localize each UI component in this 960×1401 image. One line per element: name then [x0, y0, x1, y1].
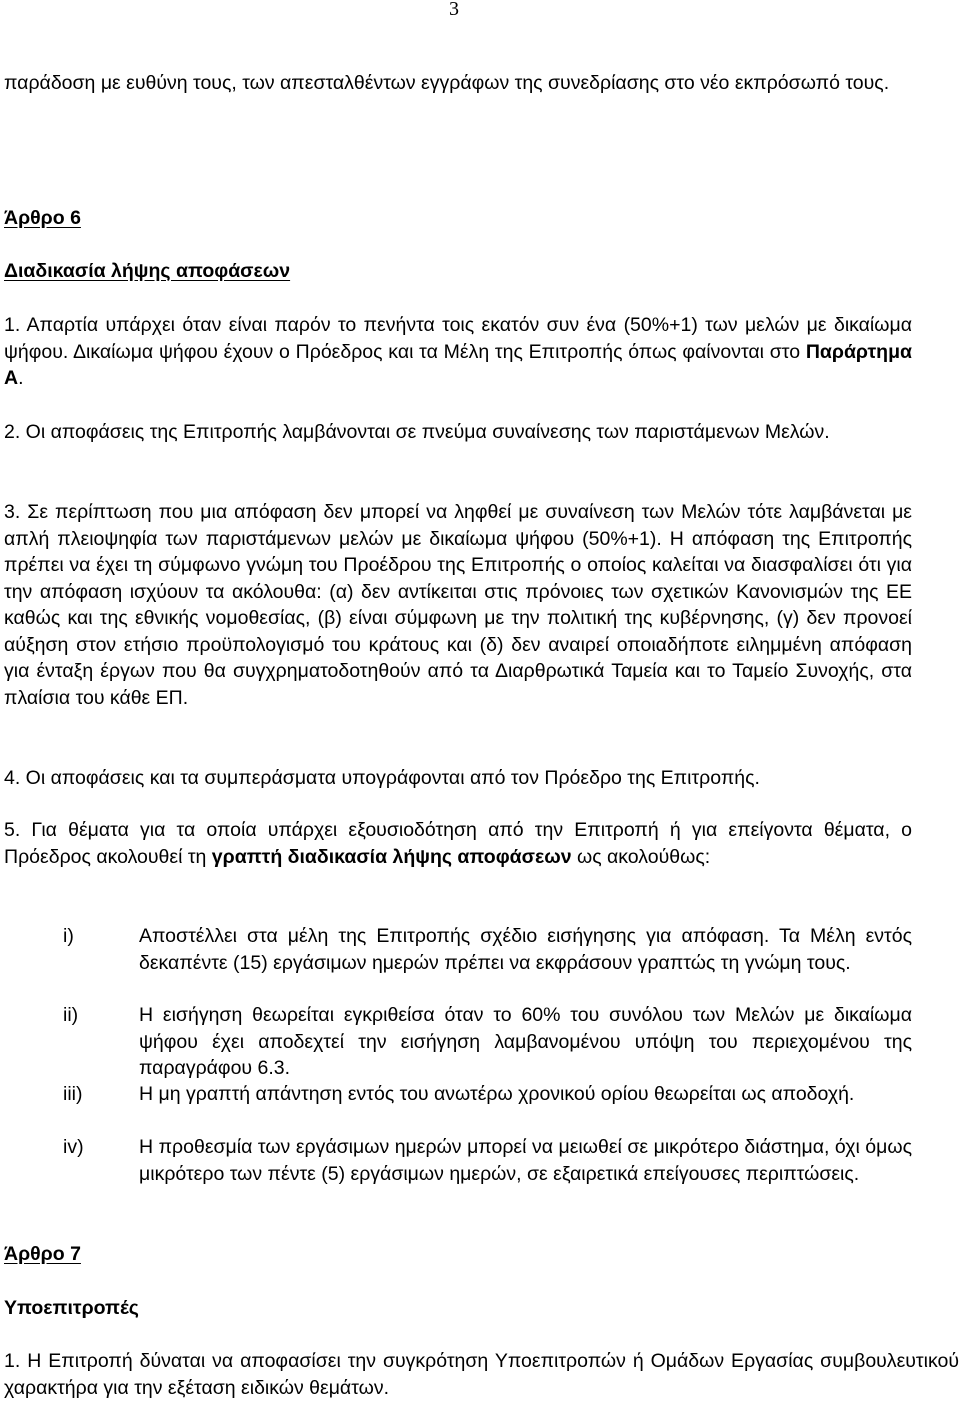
list-item-text: Η προθεσμία των εργάσιμων ημερών μπορεί να μειωθεί σε μικρότερο διάστημα, όχι όμως μικρότερο των πέντε (5) εργάσιμων ημερών, σε εξαιρετικά επείγουσες περιπτώσεις. [139, 1136, 912, 1185]
article-6-paragraph-4: 4. Οι αποφάσεις και τα συμπεράσματα υπογράφονται από τον Πρόεδρο της Επιτροπής. [4, 767, 760, 789]
article-6-title: Άρθρο 6 [4, 207, 81, 229]
intro-paragraph: παράδοση με ευθύνη τους, των απεσταλθέντων εγγράφων της συνεδρίασης στο νέο εκπρόσωπό τους. [4, 72, 890, 94]
list-item-text: Η εισήγηση θεωρείται εγκριθείσα όταν το 60% του συνόλου των Μελών με δικαίωμα ψήφου έχει αποδεχτεί την εισήγηση λαμβανομένου υπόψη του περιεχομένου της παραγράφου 6.3. [139, 1004, 912, 1079]
list-item-text: Η μη γραπτή απάντηση εντός του ανωτέρω χρονικού ορίου θεωρείται ως αποδοχή. [139, 1083, 855, 1105]
list-item-number: iii) [63, 1083, 83, 1105]
article-6-paragraph-3: 3. Σε περίπτωση που μια απόφαση δεν μπορεί να ληφθεί με συναίνεση των Μελών τότε λαμβάνεται με απλή πλειοψηφία των παριστάμενων μελών με δικαίωμα ψήφου (50%+1). Η απόφαση της Επιτροπής πρέπει να έχει τη σύμφωνο γνώμη του Προέδρου της Επιτροπής ο οποίος καλείται να διασφαλίσει ότι για την απόφαση ισχύουν τα ακόλουθα: (α) δεν αντίκειται στις πρόνοιες των σχετικών Κανονισμών της ΕΕ καθώς και της εθνικής νομοθεσίας, (β) είναι σύμφωνη με την πολιτική της κυβέρνησης, (γ) δεν προνοεί αύξηση στον ετήσιο προϋπολογισμό του κράτους και (δ) δεν αναιρεί οποιαδήποτε ειλημμένη απόφαση για ένταξη έργων που θα συγχρηματοδοτηθούν από τα Διαρθρωτικά Ταμεία και το Ταμείο Συνοχής, στα πλαίσια του κάθε ΕΠ. [4, 501, 912, 709]
list-item-text: Αποστέλλει στα μέλη της Επιτροπής σχέδιο εισήγησης για απόφαση. Τα Μέλη εντός δεκαπέντε (15) εργάσιμων ημερών πρέπει να εκφράσουν γραπτώς τη γνώμη τους. [139, 925, 912, 974]
article-7-title: Άρθρο 7 [4, 1243, 81, 1265]
paragraph-end: . [18, 367, 24, 389]
article-6-paragraph-5 [4, 817, 912, 870]
written-procedure-term: γραπτή διαδικασία λήψης αποφάσεων [211, 845, 572, 868]
article-6-paragraph-2: 2. Οι αποφάσεις της Επιτροπής λαμβάνονται σε πνεύμα συναίνεσης των παριστάμενων Μελών. [4, 421, 830, 443]
annex-reference: Παράρτημα Α [4, 340, 912, 389]
list-item-number: i) [63, 925, 74, 947]
paragraph-end: ως ακολούθως: [571, 845, 711, 868]
article-6-paragraph-1 [4, 312, 912, 392]
paragraph-text: 1. Απαρτία υπάρχει όταν είναι παρόν το πενήντα τοις εκατόν συν ένα (50%+1) των μελών με δικαίωμα ψήφου. Δικαίωμα ψήφου έχουν ο Πρόεδρος και τα Μέλη της Επιτροπής όπως φαίνονται στο [4, 314, 912, 363]
page-number: 3 [449, 0, 459, 20]
paragraph-text: 5. Για θέματα για τα οποία υπάρχει εξουσιοδότηση από την Επιτροπή ή για επείγοντα θέματα, ο Πρόεδρος ακολουθεί τη [4, 819, 912, 868]
article-6-subtitle: Διαδικασία λήψης αποφάσεων [4, 260, 291, 282]
list-item-number: ii) [63, 1004, 79, 1026]
article-7-subtitle: Υποεπιτροπές [4, 1297, 139, 1319]
list-item-number: iv) [63, 1136, 84, 1158]
article-7-paragraph-1: 1. Η Επιτροπή δύναται να αποφασίσει την συγκρότηση Υποεπιτροπών ή Ομάδων Εργασίας συμβουλευτικού χαρακτήρα για την εξέταση ειδικών θεμάτων. [4, 1350, 959, 1399]
